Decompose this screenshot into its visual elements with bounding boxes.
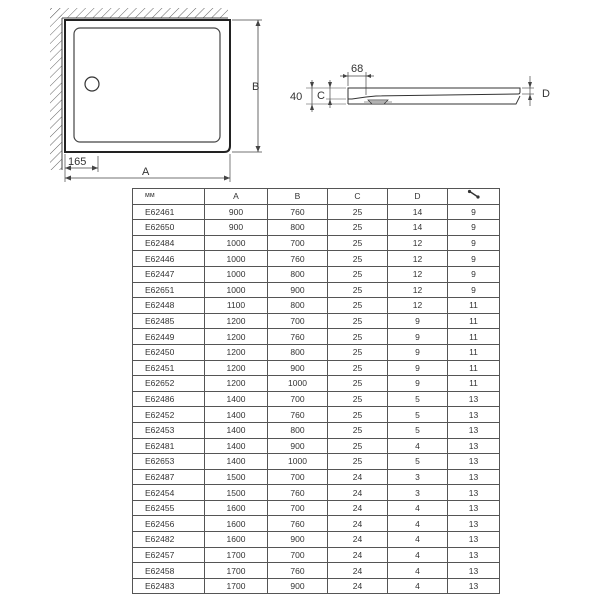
table-header-row	[133, 189, 500, 205]
table-row	[133, 422, 500, 438]
cell-c: 24	[328, 547, 388, 563]
spec-table	[132, 188, 500, 594]
top-view	[50, 8, 262, 182]
cell-a: 1500	[205, 469, 268, 485]
cell-d: 14	[388, 204, 448, 220]
cell-a: 1400	[205, 422, 268, 438]
table-row	[133, 454, 500, 470]
cell-drain: 9	[448, 204, 500, 220]
cell-d: 4	[388, 516, 448, 532]
dim-40-label: 40	[290, 91, 303, 103]
cell-c: 25	[328, 438, 388, 454]
cell-c: 25	[328, 407, 388, 423]
cell-b: 700	[268, 391, 328, 407]
table-row	[133, 313, 500, 329]
cell-drain: 13	[448, 391, 500, 407]
cell-d: 9	[388, 329, 448, 345]
table-row	[133, 298, 500, 314]
cell-drain: 13	[448, 485, 500, 501]
cell-c: 25	[328, 454, 388, 470]
cell-d: 5	[388, 454, 448, 470]
cell-a: 1400	[205, 407, 268, 423]
cell-c: 25	[328, 220, 388, 236]
cell-code: E62652	[133, 376, 205, 392]
cell-b: 760	[268, 329, 328, 345]
cell-d: 9	[388, 376, 448, 392]
col-header-mm: мм	[133, 189, 205, 205]
cell-b: 900	[268, 532, 328, 548]
cell-a: 1200	[205, 344, 268, 360]
table-row	[133, 235, 500, 251]
table-row	[133, 329, 500, 345]
cell-code: E62451	[133, 360, 205, 376]
cell-drain: 9	[448, 266, 500, 282]
cell-drain: 11	[448, 376, 500, 392]
cell-code: E62447	[133, 266, 205, 282]
table-row	[133, 204, 500, 220]
cell-code: E62487	[133, 469, 205, 485]
table-row	[133, 344, 500, 360]
cell-d: 4	[388, 563, 448, 579]
cell-b: 800	[268, 220, 328, 236]
cell-c: 25	[328, 344, 388, 360]
cell-drain: 13	[448, 547, 500, 563]
cell-b: 760	[268, 563, 328, 579]
cell-c: 24	[328, 485, 388, 501]
table-row	[133, 220, 500, 236]
cell-b: 700	[268, 547, 328, 563]
cell-b: 760	[268, 485, 328, 501]
cell-drain: 9	[448, 235, 500, 251]
cell-d: 4	[388, 438, 448, 454]
cell-d: 12	[388, 235, 448, 251]
table-row	[133, 469, 500, 485]
cell-a: 1700	[205, 578, 268, 594]
cell-b: 760	[268, 251, 328, 267]
cell-b: 760	[268, 407, 328, 423]
cell-code: E62449	[133, 329, 205, 345]
dim-b-label: B	[252, 81, 260, 93]
cell-code: E62446	[133, 251, 205, 267]
cell-b: 900	[268, 282, 328, 298]
table-row	[133, 500, 500, 516]
cell-b: 1000	[268, 454, 328, 470]
cell-c: 25	[328, 251, 388, 267]
cell-code: E62450	[133, 344, 205, 360]
cell-drain: 13	[448, 454, 500, 470]
cell-a: 1200	[205, 329, 268, 345]
cell-drain: 13	[448, 469, 500, 485]
drain-icon	[467, 189, 481, 199]
cell-code: E62484	[133, 235, 205, 251]
cell-code: E62650	[133, 220, 205, 236]
cell-code: E62452	[133, 407, 205, 423]
cell-drain: 13	[448, 407, 500, 423]
cell-d: 5	[388, 422, 448, 438]
table-row	[133, 516, 500, 532]
cell-code: E62481	[133, 438, 205, 454]
cell-a: 1000	[205, 251, 268, 267]
table-row	[133, 485, 500, 501]
cell-code: E62458	[133, 563, 205, 579]
cell-b: 760	[268, 516, 328, 532]
cell-d: 12	[388, 251, 448, 267]
cell-a: 1600	[205, 532, 268, 548]
cell-b: 900	[268, 360, 328, 376]
dim-a-label: A	[142, 166, 150, 178]
cell-a: 1200	[205, 376, 268, 392]
cell-code: E62455	[133, 500, 205, 516]
table-row	[133, 282, 500, 298]
cell-code: E62454	[133, 485, 205, 501]
cell-drain: 9	[448, 251, 500, 267]
cell-b: 800	[268, 298, 328, 314]
cell-d: 12	[388, 298, 448, 314]
cell-d: 4	[388, 532, 448, 548]
cell-b: 800	[268, 344, 328, 360]
wall-left-hatch	[50, 8, 62, 170]
cell-a: 1600	[205, 516, 268, 532]
cell-a: 1400	[205, 438, 268, 454]
cell-b: 700	[268, 500, 328, 516]
cell-b: 700	[268, 235, 328, 251]
cell-drain: 13	[448, 438, 500, 454]
cell-c: 24	[328, 563, 388, 579]
cell-d: 5	[388, 391, 448, 407]
cell-d: 4	[388, 500, 448, 516]
cell-d: 9	[388, 344, 448, 360]
cell-d: 3	[388, 485, 448, 501]
table-row	[133, 391, 500, 407]
cell-a: 1000	[205, 266, 268, 282]
cell-code: E62461	[133, 204, 205, 220]
cell-code: E62456	[133, 516, 205, 532]
cell-b: 700	[268, 469, 328, 485]
technical-drawing	[0, 0, 600, 190]
col-header-drain	[448, 189, 500, 205]
cell-a: 1000	[205, 282, 268, 298]
cell-d: 12	[388, 282, 448, 298]
cell-c: 25	[328, 329, 388, 345]
cell-b: 900	[268, 578, 328, 594]
cell-code: E62457	[133, 547, 205, 563]
cell-c: 25	[328, 313, 388, 329]
cell-drain: 11	[448, 329, 500, 345]
cell-c: 24	[328, 516, 388, 532]
cell-drain: 13	[448, 532, 500, 548]
cell-c: 24	[328, 469, 388, 485]
cell-code: E62486	[133, 391, 205, 407]
cell-d: 14	[388, 220, 448, 236]
cell-a: 1700	[205, 563, 268, 579]
cell-c: 24	[328, 500, 388, 516]
table-row	[133, 360, 500, 376]
cell-c: 25	[328, 422, 388, 438]
cell-a: 1100	[205, 298, 268, 314]
cell-drain: 13	[448, 578, 500, 594]
tray-profile	[348, 88, 520, 99]
cell-drain: 11	[448, 313, 500, 329]
cell-c: 25	[328, 391, 388, 407]
col-header-c: C	[328, 189, 388, 205]
cell-d: 5	[388, 407, 448, 423]
dim-165-label: 165	[68, 156, 87, 168]
cell-drain: 9	[448, 220, 500, 236]
cell-d: 9	[388, 360, 448, 376]
cell-b: 800	[268, 266, 328, 282]
cell-code: E62653	[133, 454, 205, 470]
cell-drain: 13	[448, 500, 500, 516]
table-row	[133, 376, 500, 392]
cell-c: 25	[328, 360, 388, 376]
cell-drain: 11	[448, 298, 500, 314]
drain-hole	[85, 77, 99, 91]
cell-c: 25	[328, 282, 388, 298]
cell-a: 900	[205, 204, 268, 220]
cell-a: 1600	[205, 500, 268, 516]
side-view	[290, 63, 550, 112]
cell-b: 700	[268, 313, 328, 329]
cell-c: 25	[328, 266, 388, 282]
cell-a: 1700	[205, 547, 268, 563]
table-row	[133, 407, 500, 423]
cell-b: 760	[268, 204, 328, 220]
cell-code: E62453	[133, 422, 205, 438]
cell-c: 25	[328, 376, 388, 392]
col-header-d: D	[388, 189, 448, 205]
cell-drain: 11	[448, 360, 500, 376]
table-row	[133, 251, 500, 267]
cell-drain: 11	[448, 344, 500, 360]
cell-drain: 13	[448, 563, 500, 579]
cell-d: 3	[388, 469, 448, 485]
cell-a: 1400	[205, 391, 268, 407]
cell-b: 800	[268, 422, 328, 438]
cell-c: 24	[328, 532, 388, 548]
cell-c: 24	[328, 578, 388, 594]
dim-c-label: C	[317, 90, 325, 102]
table-row	[133, 266, 500, 282]
cell-d: 4	[388, 547, 448, 563]
cell-b: 1000	[268, 376, 328, 392]
col-header-b: B	[268, 189, 328, 205]
cell-a: 1200	[205, 360, 268, 376]
cell-drain: 13	[448, 516, 500, 532]
cell-c: 25	[328, 298, 388, 314]
dim-68-label: 68	[351, 63, 364, 75]
table-row	[133, 532, 500, 548]
cell-drain: 9	[448, 282, 500, 298]
cell-d: 4	[388, 578, 448, 594]
col-header-a: A	[205, 189, 268, 205]
cell-a: 1500	[205, 485, 268, 501]
wall-top-hatch	[50, 8, 228, 18]
cell-d: 9	[388, 313, 448, 329]
cell-code: E62482	[133, 532, 205, 548]
cell-code: E62651	[133, 282, 205, 298]
table-row	[133, 547, 500, 563]
cell-code: E62485	[133, 313, 205, 329]
cell-a: 900	[205, 220, 268, 236]
cell-code: E62448	[133, 298, 205, 314]
cell-code: E62483	[133, 578, 205, 594]
table-body	[133, 204, 500, 594]
cell-a: 1000	[205, 235, 268, 251]
cell-a: 1400	[205, 454, 268, 470]
cell-d: 12	[388, 266, 448, 282]
cell-b: 900	[268, 438, 328, 454]
dim-d-label: D	[542, 88, 550, 100]
cell-drain: 13	[448, 422, 500, 438]
cell-c: 25	[328, 204, 388, 220]
table-row	[133, 578, 500, 594]
table-row	[133, 438, 500, 454]
table-row	[133, 563, 500, 579]
cell-c: 25	[328, 235, 388, 251]
cell-a: 1200	[205, 313, 268, 329]
